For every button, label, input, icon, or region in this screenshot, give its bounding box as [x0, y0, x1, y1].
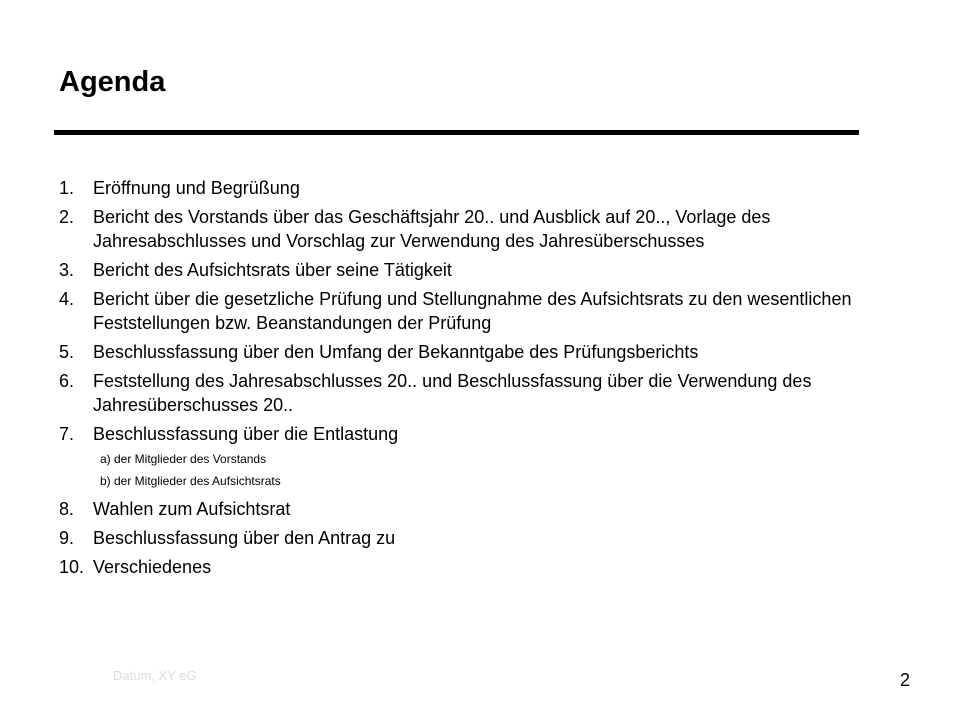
agenda-item-number: 2. [59, 207, 75, 227]
agenda-item-text: Bericht über die gesetzliche Prüfung und Stellungnahme des Aufsichtsrats zu den wesentlichen Feststellungen bzw. Beanstandungen der Prüfung [93, 289, 852, 333]
agenda-item-number: 6. [59, 371, 75, 391]
title-divider [54, 130, 859, 135]
agenda-item-text: Wahlen zum Aufsichtsrat [93, 499, 291, 519]
agenda-sub-list [100, 448, 919, 492]
agenda-item-3 [59, 258, 919, 282]
agenda-item-number: 3. [59, 260, 75, 280]
page-title: Agenda [59, 66, 166, 98]
agenda-item-text: Bericht des Aufsichtsrats über seine Tätigkeit [93, 260, 452, 280]
agenda-item-text: Beschlussfassung über den Umfang der Bekanntgabe des Prüfungsberichts [93, 342, 699, 362]
agenda-item-10 [59, 555, 919, 579]
agenda-item-4 [59, 287, 919, 335]
agenda-item-number: 10. [59, 557, 85, 577]
agenda-item-text: Verschiedenes [93, 557, 212, 577]
agenda-item-6 [59, 369, 919, 417]
agenda-item-9 [59, 526, 919, 550]
agenda-item-5 [59, 340, 919, 364]
agenda-item-number: 7. [59, 424, 75, 444]
agenda-item-number: 5. [59, 342, 75, 362]
agenda-item-number: 9. [59, 528, 75, 548]
agenda-sub-item: b) der Mitglieder des Aufsichtsrats [100, 474, 281, 488]
page-number: 2 [899, 670, 910, 690]
footer-date-text: Datum, XY eG [113, 668, 197, 683]
agenda-item-text: Bericht des Vorstands über das Geschäftsjahr 20.. und Ausblick auf 20.., Vorlage des Jahresabschlusses und Vorschlag zur Verwendung des Jahresüberschusses [93, 207, 771, 251]
agenda-item-text: Eröffnung und Begrüßung [93, 178, 300, 198]
agenda-item-text: Feststellung des Jahresabschlusses 20.. und Beschlussfassung über die Verwendung des Jahresüberschusses 20.. [93, 371, 812, 415]
agenda-item-1 [59, 176, 919, 200]
agenda-sub-item: a) der Mitglieder des Vorstands [100, 452, 267, 466]
agenda-item-8 [59, 497, 919, 521]
agenda-item-text: Beschlussfassung über die Entlastung [93, 424, 399, 444]
agenda-item-2 [59, 205, 919, 253]
agenda-item-7 [59, 422, 919, 492]
agenda-item-text: Beschlussfassung über den Antrag zu [93, 528, 396, 548]
agenda-item-number: 8. [59, 499, 75, 519]
agenda-item-number: 4. [59, 289, 75, 309]
agenda-list [59, 176, 919, 584]
agenda-item-number: 1. [59, 178, 75, 198]
